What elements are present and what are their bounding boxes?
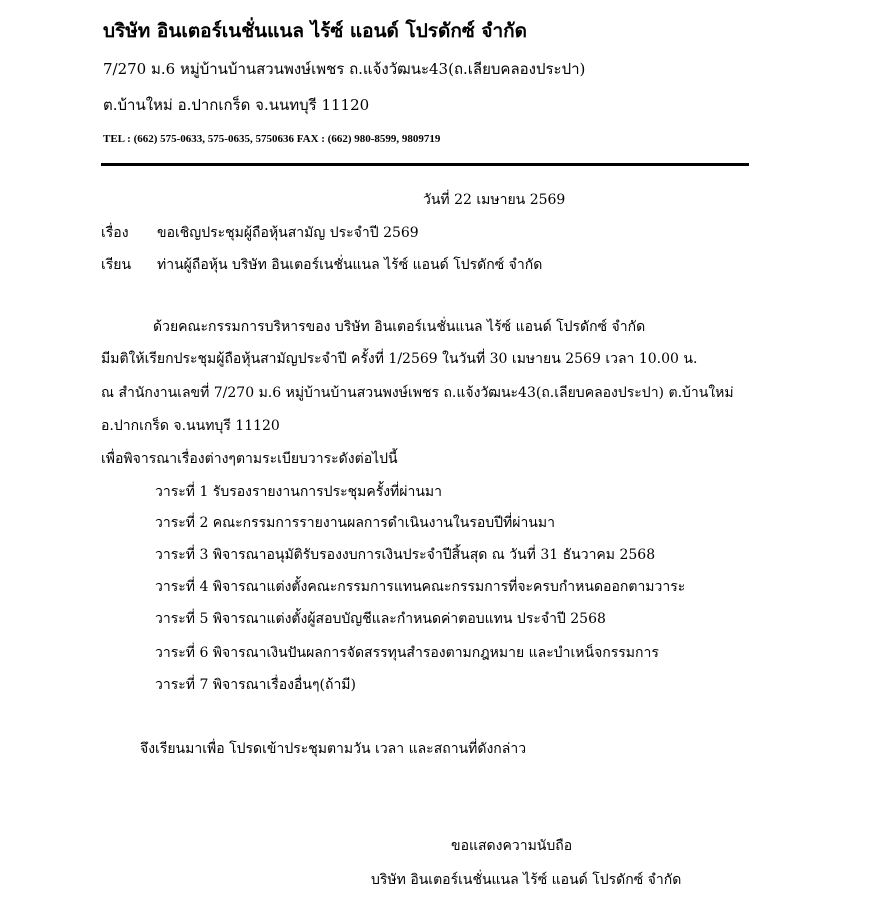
recipient-row [101, 258, 542, 272]
agenda-item: วาระที่ 3 พิจารณาอนุมัติรับรองงบการเงินประจำปีสิ้นสุด ณ วันที่ 31 ธันวาคม 2568 [155, 547, 656, 563]
body-paragraph-line: เพื่อพิจารณาเรื่องต่างๆตามระเบียบวาระดังต่อไปนี้ [101, 451, 398, 467]
agenda-item: วาระที่ 5 พิจารณาแต่งตั้งผู้สอบบัญชีและกำหนดค่าตอบแทน ประจำปี 2568 [155, 611, 606, 627]
subject-row [101, 226, 419, 240]
body-paragraph-line: มีมติให้เรียกประชุมผู้ถือหุ้นสามัญประจำปี ครั้งที่ 1/2569 ในวันที่ 30 เมษายน 2569 เวลา 10.00 น. [101, 351, 698, 367]
company-address-line1: 7/270 ม.6 หมู่บ้านบ้านสวนพงษ์เพชร ถ.แจ้งวัฒนะ43(ถ.เลียบคลองประปา) [103, 60, 586, 78]
body-paragraph-line: ด้วยคณะกรรมการบริหารของ บริษัท อินเตอร์เนชั่นแนล ไร้ซ์ แอนด์ โปรดักซ์ จำกัด [153, 319, 646, 335]
agenda-item: วาระที่ 1 รับรองรายงานการประชุมครั้งที่ผ่านมา [155, 484, 443, 500]
subject-text: ขอเชิญประชุมผู้ถือหุ้นสามัญ ประจำปี 2569 [157, 225, 419, 241]
company-address-line2: ต.บ้านใหม่ อ.ปากเกร็ด จ.นนทบุรี 11120 [103, 96, 370, 114]
company-name: บริษัท อินเตอร์เนชั่นแนล ไร้ซ์ แอนด์ โปรดักซ์ จำกัด [103, 20, 527, 42]
regards-text: ขอแสดงความนับถือ [451, 838, 573, 854]
letterhead-divider [101, 163, 749, 166]
agenda-item: วาระที่ 2 คณะกรรมการรายงานผลการดำเนินงานในรอบปีที่ผ่านมา [155, 515, 555, 531]
signature-company: บริษัท อินเตอร์เนชั่นแนล ไร้ซ์ แอนด์ โปรดักซ์ จำกัด [371, 872, 682, 888]
agenda-item: วาระที่ 6 พิจารณาเงินปันผลการจัดสรรทุนสำรองตามกฎหมาย และบำเหน็จกรรมการ [155, 645, 659, 661]
agenda-item: วาระที่ 7 พิจารณาเรื่องอื่นๆ(ถ้ามี) [155, 677, 356, 693]
recipient-label: เรียน [101, 257, 132, 273]
company-tel-fax: TEL : (662) 575-0633, 575-0635, 5750636 FAX : (662) 980-8599, 9809719 [103, 133, 441, 145]
body-paragraph-line: ณ สำนักงานเลขที่ 7/270 ม.6 หมู่บ้านบ้านสวนพงษ์เพชร ถ.แจ้งวัฒนะ43(ถ.เลียบคลองประปา) ต.บ้านใหม่ [101, 385, 734, 401]
agenda-item: วาระที่ 4 พิจารณาแต่งตั้งคณะกรรมการแทนคณะกรรมการที่จะครบกำหนดออกตามวาระ [155, 579, 686, 595]
subject-label: เรื่อง [101, 225, 129, 241]
closing-sentence: จึงเรียนมาเพื่อ โปรดเข้าประชุมตามวัน เวลา และสถานที่ดังกล่าว [140, 741, 527, 757]
body-paragraph-line: อ.ปากเกร็ด จ.นนทบุรี 11120 [101, 418, 280, 434]
letter-date: วันที่ 22 เมษายน 2569 [423, 192, 566, 208]
recipient-text: ท่านผู้ถือหุ้น บริษัท อินเตอร์เนชั่นแนล ไร้ซ์ แอนด์ โปรดักซ์ จำกัด [157, 257, 543, 273]
